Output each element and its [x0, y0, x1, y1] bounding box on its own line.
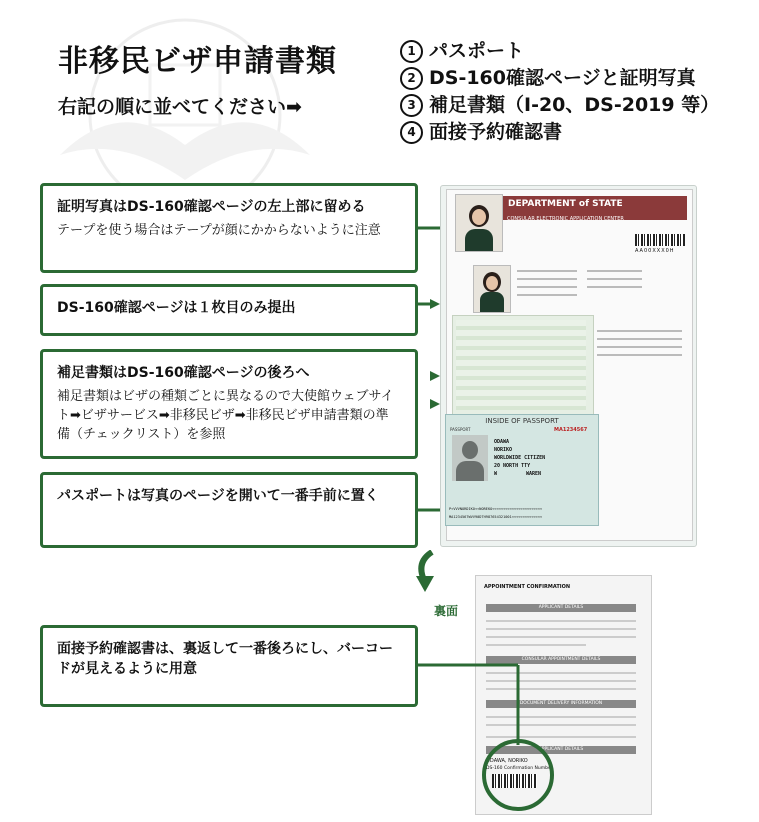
- photo-top: [455, 194, 503, 252]
- callout-heading: 面接予約確認書は、裏返して一番後ろにし、バーコードが見えるように用意: [57, 641, 393, 677]
- appointment-section-4: APPLICANT DETAILS: [486, 746, 636, 754]
- order-step: [400, 119, 719, 146]
- barcode-highlight: [418, 650, 558, 820]
- callout-photo: [40, 183, 418, 273]
- ds160-header-sub: CONSULAR ELECTRONIC APPLICATION CENTER: [507, 216, 624, 222]
- ds160-barcode: [635, 234, 685, 246]
- step-label: 面接予約確認書: [429, 121, 563, 143]
- order-step: [400, 38, 719, 65]
- passport-sex: W: [494, 471, 498, 477]
- page-subtitle: 右記の順に並べてください➡: [58, 96, 302, 118]
- order-step: [400, 92, 719, 119]
- appointment-section-3: DOCUMENT DELIVERY INFORMATION: [486, 700, 636, 708]
- passport-mrz-2: MA1234567WVV90DTH987654321001<<<<<<<<<<<<<<: [449, 515, 543, 519]
- supplementary-document-pattern: [456, 320, 586, 410]
- passport-dob: 20 NORTH TTY: [494, 463, 531, 469]
- appointment-barcode-caption: DS-160 Confirmation Number: [486, 766, 553, 771]
- callout-heading: 補足書類はDS-160確認ページの後ろへ: [57, 365, 310, 381]
- step-number: 4: [400, 121, 423, 144]
- order-steps: [400, 38, 719, 146]
- appointment-name: ODAWA, NORIKO: [486, 758, 528, 764]
- passport-header: INSIDE OF PASSPORT: [485, 417, 559, 425]
- passport-surname: ODAWA: [494, 439, 510, 445]
- page-title: 非移民ビザ申請書類: [58, 44, 337, 79]
- callout-heading: 証明写真はDS-160確認ページの左上部に留める: [57, 199, 366, 215]
- callout-passport: [40, 472, 418, 548]
- callout-body: 補足書類はビザの種類ごとに異なるので大使館ウェブサイト➡ビザサービス➡非移民ビザ➡非移民ビザ申請書類の準備（チェックリスト）を参照: [57, 389, 394, 442]
- passport-photo: [452, 435, 488, 481]
- flip-arrow-icon: [414, 550, 454, 594]
- callout-ds160: [40, 284, 418, 336]
- appointment-title: APPOINTMENT CONFIRMATION: [484, 584, 571, 590]
- callout-heading: DS-160確認ページは１枚目のみ提出: [57, 300, 296, 316]
- appointment-section-1: APPLICANT DETAILS: [486, 604, 636, 612]
- ds160-barcode-text: AA00XXX0H: [635, 248, 675, 254]
- photo-second: [473, 265, 511, 313]
- step-number: 1: [400, 40, 423, 63]
- step-number: 3: [400, 94, 423, 117]
- ds160-header: DEPARTMENT of STATE: [508, 199, 623, 209]
- callout-appointment: [40, 625, 418, 707]
- back-side-label: 裏面: [434, 604, 459, 618]
- passport-given: NORIKO: [494, 447, 513, 453]
- passport-page: [445, 414, 599, 526]
- passport-number: MA1234567: [554, 427, 588, 433]
- step-number: 2: [400, 67, 423, 90]
- callout-supplementary: [40, 349, 418, 459]
- step-label: 補足書類（I-20、DS-2019 等）: [429, 94, 720, 116]
- order-step: [400, 65, 719, 92]
- callout-body: テープを使う場合はテープが顔にかからないように注意: [57, 223, 381, 238]
- passport-nationality: WORLDWIDE CITIZEN: [494, 455, 546, 461]
- step-label: DS-160確認ページと証明写真: [429, 67, 696, 89]
- passport-issuing: WAREN: [526, 471, 542, 477]
- appointment-section-2: CONSULAR APPOINTMENT DETAILS: [486, 656, 636, 664]
- callout-heading: パスポートは写真のページを開いて一番手前に置く: [57, 488, 379, 504]
- passport-label: PASSPORT: [450, 427, 471, 432]
- passport-mrz-1: P<VVVNORDIKO<<NOREKO<<<<<<<<<<<<<<<<<<<<<<<: [449, 507, 543, 511]
- step-label: パスポート: [429, 40, 525, 62]
